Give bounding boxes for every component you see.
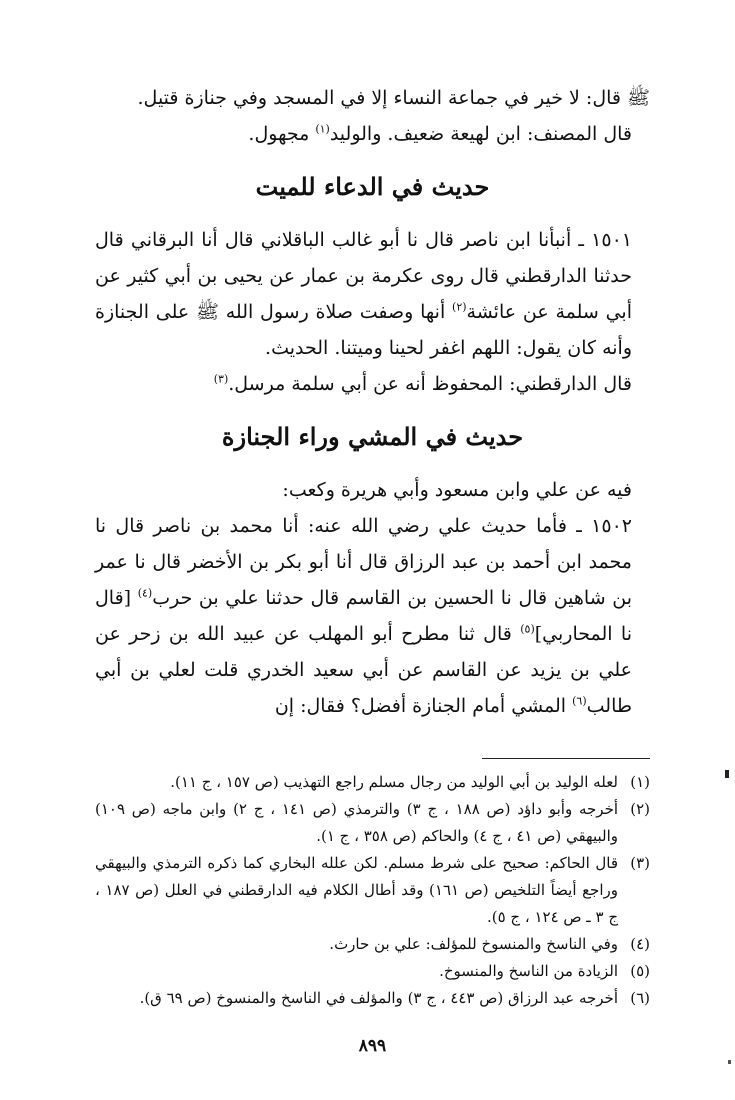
footnote-ref-3[interactable]: (٣)	[213, 372, 229, 386]
footnote-number: (٢)	[630, 800, 650, 818]
footnote-ref-2[interactable]: (٢)	[452, 300, 467, 314]
footnote-number: (٤)	[630, 935, 650, 953]
footnote-2	[95, 796, 650, 850]
hadith-1501-text-a: ١٥٠١ ـ أنبأنا ابن ناصر قال نا أبو غالب الباقلاني قال أنا البرقاني قال حدثنا الدارقطني قال روى عكرمة بن عمار عن يحيى بن أبي كثير عن أبي سلمة عن عائشة	[95, 229, 633, 323]
footnote-text: الزيادة من الناسخ والمنسوخ.	[439, 962, 618, 980]
text-line-2-a: قال المصنف: ابن لهيعة ضعيف. والوليد	[329, 123, 632, 145]
daraqutni-text: قال الدارقطني: المحفوظ أنه عن أبي سلمة مرسل.	[228, 373, 632, 395]
footnote-text: وفي الناسخ والمنسوخ للمؤلف: علي بن حارث.	[329, 935, 618, 953]
hadith-1502	[95, 508, 650, 724]
footnote-ref-5[interactable]: (٥)	[520, 622, 535, 636]
hadith-1502-text-b: [قال نا المحاربي]	[95, 587, 632, 645]
scan-edge-mark	[725, 770, 729, 778]
daraqutni-comment	[95, 366, 650, 402]
hadith-1501-text-b: أنها وصفت صلاة رسول الله ﷺ على الجنازة وأنه كان يقول: اللهم اغفر لحينا وميتنا. الحديث.	[95, 301, 632, 359]
text-line-2-b: مجهول.	[248, 123, 316, 145]
footnote-3	[95, 850, 650, 931]
hadith-1502-text-d: المشي أمام الجنازة أفضل؟ فقال: إن	[274, 695, 573, 717]
hadith-1502-text-c: قال ثنا مطرح أبو المهلب عن عبيد الله بن زحر عن علي بن يزيد عن القاسم عن أبي سعيد الخدري قلت لعلي بن أبي طالب	[95, 623, 632, 717]
footnote-text: لعله الوليد بن أبي الوليد من رجال مسلم راجع التهذيب (ص ١٥٧ ، ج ١١).	[170, 773, 618, 791]
footnote-4	[95, 931, 650, 958]
text-line-1	[95, 80, 650, 116]
footnote-5	[95, 958, 650, 985]
footnote-number: (٥)	[630, 962, 650, 980]
footnote-6	[95, 985, 650, 1012]
footnote-1	[95, 769, 650, 796]
intro-walking: فيه عن علي وابن مسعود وأبي هريرة وكعب:	[282, 479, 632, 501]
hadith-1501	[95, 222, 650, 366]
footnote-number: (٦)	[630, 989, 650, 1007]
footnotes	[95, 769, 650, 1012]
footnote-ref-6[interactable]: (٦)	[572, 694, 587, 708]
text-line-2	[95, 116, 650, 152]
footnote-ref-4[interactable]: (٤)	[137, 586, 153, 600]
scan-edge-speck	[728, 1060, 731, 1064]
text-line-1-content: ﷺ قال: لا خير في جماعة النساء إلا في المسجد وفي جنازة قتيل.	[137, 87, 650, 109]
section-heading-dua: حديث في الدعاء للميت	[255, 172, 490, 201]
footnote-number: (١)	[630, 773, 650, 791]
footnote-number: (٣)	[630, 854, 650, 872]
footnote-divider	[482, 758, 650, 759]
footnote-text: أخرجه وأبو داؤد (ص ١٨٨ ، ج ٣) والترمذي (ص ١٤١ ، ج ٢) وابن ماجه (ص ١٠٩) والبيهقي (ص ٤١ ، ج ٤) والحاكم (ص ٣٥٨ ، ج ١).	[95, 800, 619, 845]
footnote-text: قال الحاكم: صحيح على شرط مسلم. لكن علله البخاري كما ذكره الترمذي والبيهقي وراجع أيضاً التلخيص (ص ١٦١) وقد أطال الكلام فيه الدارقطني في العلل (ص ١٨٧ ، ج ٣ ـ ص ١٢٤ ، ج ٥).	[95, 854, 618, 926]
footnote-text: أخرجه عبد الرزاق (ص ٤٤٣ ، ج ٣) والمؤلف في الناسخ والمنسوخ (ص ٦٩ ق).	[139, 989, 618, 1007]
page-number: ٨٩٩	[358, 1036, 387, 1056]
hadith-1502-text-a: ١٥٠٢ ـ فأما حديث علي رضي الله عنه: أنا محمد بن ناصر قال نا محمد ابن أحمد بن عبد الرزاق قال أنا أبو بكر بن الأخضر قال نا عمر بن شاهين قال نا الحسين بن القاسم قال حدثنا علي بن حرب	[95, 515, 632, 609]
footnote-ref-1[interactable]: (١)	[315, 122, 330, 136]
section-heading-walking: حديث في المشي وراء الجنازة	[221, 422, 524, 451]
book-page	[95, 80, 650, 1056]
